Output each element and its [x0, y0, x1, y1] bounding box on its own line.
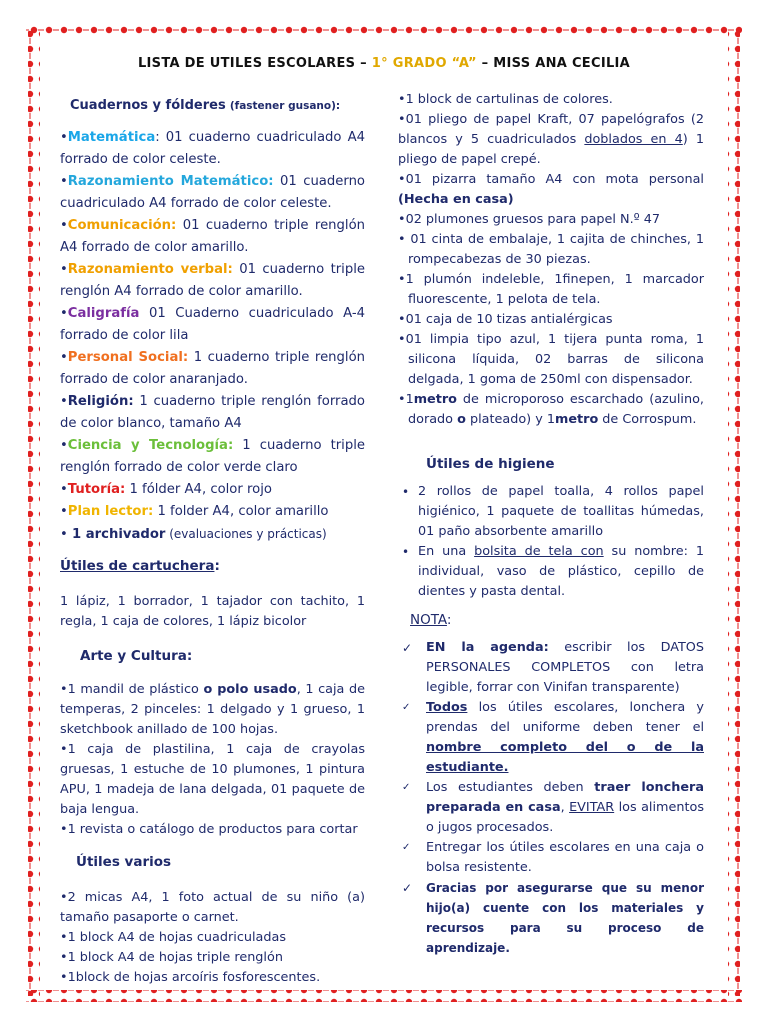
list-item: •Plan lector: 1 folder A4, color amarillo: [60, 504, 329, 519]
list-item: •1 block de cartulinas de colores.: [398, 92, 613, 107]
materials-list: [398, 90, 704, 430]
list-item: ✓ Los estudiantes deben traer lonchera preparada en casa, EVITAR los alimentos o jugos procesados.: [398, 778, 704, 838]
list-item: •01 pizarra tamaño A4 con mota personal (Hecha en casa): [398, 172, 704, 207]
check-icon: ✓: [402, 842, 411, 853]
left-column: [60, 88, 365, 988]
list-item: ✓ Gracias por asegurarse que su menor hijo(a) cuente con los materiales y recursos para su proceso de aprendizaje.: [398, 878, 704, 958]
list-item: • 2 rollos de papel toalla, 4 rollos papel higiénico, 1 paquete de toallitas húmedas, 01 paño absorbente amarillo: [402, 484, 704, 539]
title-part-1: LISTA DE UTILES ESCOLARES –: [137, 56, 372, 71]
page-title: [0, 56, 768, 71]
list-item: •2 micas A4, 1 foto actual de su niño (a) tamaño pasaporte o carnet.: [60, 890, 365, 925]
section-heading-note: (fastener gusano):: [229, 100, 341, 112]
section-nota-heading: NOTA:: [410, 612, 452, 628]
list-item: •1 mandil de plástico o polo usado, 1 caja de temperas, 2 pinceles: 1 delgado y 1 grueso, 1 sketchbook anillado de 100 hojas.: [60, 682, 366, 737]
list-item: •Razonamiento verbal: 01 cuaderno triple renglón A4 forrado de color amarillo.: [60, 262, 365, 299]
list-item: •Razonamiento Matemático: 01 cuaderno cuadriculado A4 forrado de color celeste.: [60, 174, 365, 211]
list-item: •Religión: 1 cuaderno triple renglón forrado de color blanco, tamaño A4: [60, 394, 365, 431]
list-item: ✓ Entregar los útiles escolares en una caja o bolsa resistente.: [398, 838, 704, 878]
higiene-list: [398, 482, 704, 602]
section-heading-text: Cuadernos y fólderes: [70, 98, 226, 113]
list-item: •Ciencia y Tecnología: 1 cuaderno triple renglón forrado de color verde claro: [60, 438, 365, 475]
list-item: •01 limpia tipo azul, 1 tijera punta roma, 1 silicona líquida, 02 barras de silicona delgada, 1 goma de 250ml con dispensador.: [398, 332, 704, 387]
right-column: [398, 90, 704, 958]
varios-list: [60, 888, 365, 988]
section-varios-heading: Útiles varios: [76, 854, 172, 870]
list-item: •1block de hojas arcoíris fosforescentes.: [60, 970, 321, 985]
list-item: •1 block A4 de hojas cuadriculadas: [60, 930, 286, 945]
title-part-3: – MISS ANA CECILIA: [476, 56, 631, 71]
list-item: •1 revista o catálogo de productos para cortar: [60, 822, 358, 837]
title-grade: 1° GRADO “A”: [371, 56, 477, 71]
list-item: •1 block A4 de hojas triple renglón: [60, 950, 283, 965]
list-item: • 01 cinta de embalaje, 1 cajita de chinches, 1 rompecabezas de 30 piezas.: [398, 232, 704, 267]
section-cuadernos-heading: [70, 98, 365, 113]
list-item: •1 plumón indeleble, 1finepen, 1 marcador fluorescente, 1 pelota de tela.: [398, 272, 704, 307]
list-item: •1 caja de plastilina, 1 caja de crayolas gruesas, 1 estuche de 10 plumones, 1 pintura APU, 1 madeja de lana delgada, 01 paquete de baja lengua.: [60, 742, 365, 817]
section-cartuchera-heading: Útiles de cartuchera:: [60, 558, 220, 574]
list-item: • 1 archivador (evaluaciones y prácticas): [60, 527, 327, 542]
section-higiene-heading: Útiles de higiene: [426, 456, 555, 472]
list-item: •Personal Social: 1 cuaderno triple renglón forrado de color anaranjado.: [60, 350, 365, 387]
check-icon: ✓: [402, 881, 413, 895]
arte-list: [60, 680, 365, 840]
check-icon: ✓: [402, 702, 411, 713]
nota-list: [398, 638, 704, 958]
list-item: ✓ EN la agenda: escribir los DATOS PERSONALES COMPLETOS con letra legible, forrar con Vinifan transparente): [398, 638, 704, 698]
list-item: • En una bolsita de tela con su nombre: 1 individual, vaso de plástico, cepillo de dientes y pasta dental.: [402, 544, 704, 599]
list-item: •01 pliego de papel Kraft, 07 papelógrafos (2 blancos y 5 cuadriculados doblados en 4) 1 pliego de papel crepé.: [398, 112, 705, 167]
check-icon: ✓: [402, 782, 411, 793]
check-icon: ✓: [402, 641, 413, 655]
list-item: •Caligrafía 01 Cuaderno cuadriculado A-4 forrado de color lila: [60, 306, 365, 343]
list-item: •1metro de microporoso escarchado (azulino, dorado o plateado) y 1metro de Corrospum.: [398, 392, 704, 427]
list-item: •02 plumones gruesos para papel N.º 47: [398, 212, 661, 227]
list-item: •Comunicación: 01 cuaderno triple renglón A4 forrado de color amarillo.: [60, 218, 365, 255]
list-item: ✓ Todos los útiles escolares, lonchera y prendas del uniforme deben tener el nombre completo del o de la estudiante.: [398, 698, 704, 778]
list-item: •01 caja de 10 tizas antialérgicas: [398, 312, 613, 327]
list-item: •Tutoría: 1 fólder A4, color rojo: [60, 482, 272, 497]
section-arte-heading: Arte y Cultura:: [80, 648, 193, 664]
cuadernos-list: [60, 127, 365, 546]
list-item: •Matemática: 01 cuaderno cuadriculado A4 forrado de color celeste.: [60, 130, 365, 167]
cartuchera-text: 1 lápiz, 1 borrador, 1 tajador con tachito, 1 regla, 1 caja de colores, 1 lápiz bicolor: [60, 594, 365, 629]
